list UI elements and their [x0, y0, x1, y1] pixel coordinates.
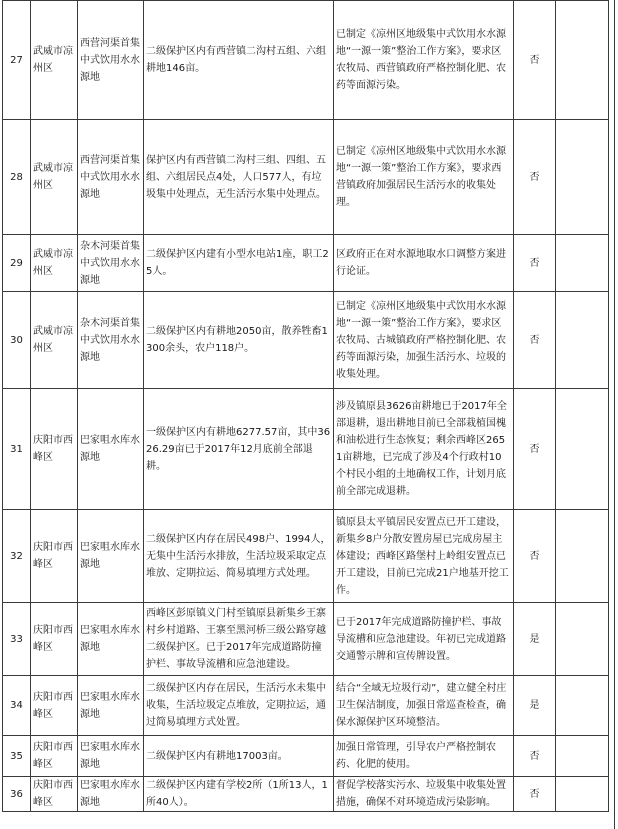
table-row [3, 235, 609, 292]
water-source-cell: 巴家咀水库水源地 [78, 676, 144, 736]
region-cell: 武威市凉州区 [31, 235, 78, 292]
row-number: 31 [3, 389, 31, 510]
row-number: 36 [3, 777, 31, 812]
remarks-cell [556, 235, 609, 292]
problem-cell: 二级保护区内建有小型水电站1座，职工25人。 [144, 235, 334, 292]
row-number: 32 [3, 510, 31, 603]
water-source-cell: 巴家咀水库水源地 [78, 736, 144, 777]
problem-cell: 一级保护区内有耕地6277.57亩，其中3626.29亩已于2017年12月底前全部退耕。 [144, 389, 334, 510]
region-cell: 武威市凉州区 [31, 1, 78, 120]
completed-cell: 否 [514, 777, 556, 812]
table-row [3, 389, 609, 510]
water-source-cell: 杂木河渠首集中式饮用水水源地 [78, 235, 144, 292]
table-row [3, 676, 609, 736]
problem-cell: 二级保护区内建有学校2所（1所13人，1所40人）。 [144, 777, 334, 812]
water-source-cell: 西营河渠首集中式饮用水水源地 [78, 120, 144, 235]
water-source-cell: 巴家咀水库水源地 [78, 603, 144, 676]
row-number: 29 [3, 235, 31, 292]
measure-cell: 镇原县太平镇居民安置点已开工建设，新集乡8户分散安置房屋已完成房屋主体建设；西峰区路堡村上岭组安置点已开工建设，目前已完成21户地基开挖工作。 [334, 510, 514, 603]
region-cell: 庆阳市西峰区 [31, 777, 78, 812]
completed-cell: 否 [514, 736, 556, 777]
water-source-cell: 巴家咀水库水源地 [78, 389, 144, 510]
water-source-cell: 巴家咀水库水源地 [78, 777, 144, 812]
table-row [3, 120, 609, 235]
measure-cell: 区政府正在对水源地取水口调整方案进行论证。 [334, 235, 514, 292]
region-cell: 庆阳市西峰区 [31, 603, 78, 676]
measure-cell: 结合“全域无垃圾行动”，建立健全村庄卫生保洁制度，加强日常巡查检查，确保水源保护区环境整洁。 [334, 676, 514, 736]
row-number: 35 [3, 736, 31, 777]
table-right-border [614, 0, 615, 829]
problem-cell: 二级保护区内有耕地17003亩。 [144, 736, 334, 777]
problem-cell: 西峰区彭原镇义门村至镇原县新集乡王寨村乡村道路、王寨至黑河桥三级公路穿越二级保护区。已于2017年完成道路防撞护栏、事故导流槽和应急池建设。 [144, 603, 334, 676]
remarks-cell [556, 676, 609, 736]
problem-cell: 二级保护区内存在居民，生活污水未集中收集，生活垃圾定点堆放，定期拉运，通过简易填埋方式处置。 [144, 676, 334, 736]
water-source-cell: 西营河渠首集中式饮用水水源地 [78, 1, 144, 120]
remarks-cell [556, 736, 609, 777]
region-cell: 武威市凉州区 [31, 120, 78, 235]
measure-cell: 加强日常管理，引导农户严格控制农药、化肥的使用。 [334, 736, 514, 777]
completed-cell: 否 [514, 292, 556, 389]
remarks-cell [556, 510, 609, 603]
table-row [3, 292, 609, 389]
completed-cell: 是 [514, 676, 556, 736]
remarks-cell [556, 120, 609, 235]
table-row [3, 510, 609, 603]
remarks-cell [556, 1, 609, 120]
completed-cell: 否 [514, 235, 556, 292]
table-row [3, 736, 609, 777]
problem-cell: 二级保护区内有耕地2050亩，散养牲畜1300余头，农户118户。 [144, 292, 334, 389]
remarks-cell [556, 603, 609, 676]
measure-cell: 督促学校落实污水、垃圾集中收集处置措施，确保不对环境造成污染影响。 [334, 777, 514, 812]
completed-cell: 否 [514, 120, 556, 235]
completed-cell: 否 [514, 510, 556, 603]
measure-cell: 已制定《凉州区地级集中式饮用水水源地“一源一策”整治工作方案》，要求区农牧局、西营镇政府严格控制化肥、农药等面源污染。 [334, 1, 514, 120]
row-number: 27 [3, 1, 31, 120]
completed-cell: 是 [514, 603, 556, 676]
measure-cell: 已制定《凉州区地级集中式饮用水水源地“一源一策”整治工作方案》，要求西营镇政府加强居民生活污水的收集处理。 [334, 120, 514, 235]
row-number: 30 [3, 292, 31, 389]
region-cell: 庆阳市西峰区 [31, 736, 78, 777]
row-number: 34 [3, 676, 31, 736]
row-number: 28 [3, 120, 31, 235]
remarks-cell [556, 389, 609, 510]
region-cell: 武威市凉州区 [31, 292, 78, 389]
region-cell: 庆阳市西峰区 [31, 510, 78, 603]
water-source-cell: 杂木河渠首集中式饮用水水源地 [78, 292, 144, 389]
completed-cell: 否 [514, 1, 556, 120]
table-row [3, 777, 609, 812]
problem-cell: 二级保护区内有西营镇二沟村五组、六组耕地146亩。 [144, 1, 334, 120]
completed-cell: 否 [514, 389, 556, 510]
problem-cell: 二级保护区内存在居民498户、1994人，无集中生活污水排放，生活垃圾采取定点堆放、定期拉运、简易填埋方式处理。 [144, 510, 334, 603]
water-source-cell: 巴家咀水库水源地 [78, 510, 144, 603]
remarks-cell [556, 292, 609, 389]
region-cell: 庆阳市西峰区 [31, 389, 78, 510]
region-cell: 庆阳市西峰区 [31, 676, 78, 736]
row-number: 33 [3, 603, 31, 676]
remarks-cell [556, 777, 609, 812]
measure-cell: 已制定《凉州区地级集中式饮用水水源地“一源一策”整治工作方案》，要求区农牧局、古城镇政府严格控制化肥、农药等面源污染，加强生活污水、垃圾的收集处理。 [334, 292, 514, 389]
table-row [3, 603, 609, 676]
table-row [3, 1, 609, 120]
measure-cell: 已于2017年完成道路防撞护栏、事故导流槽和应急池建设。年初已完成道路交通警示牌和宣传牌设置。 [334, 603, 514, 676]
measure-cell: 涉及镇原县3626亩耕地已于2017年全部退耕，退出耕地目前已全部栽植国槐和油松进行生态恢复；剩余西峰区2651亩耕地，已完成了涉及4个行政村10个村民小组的土地确权工作，计划月底前全部完成退耕。 [334, 389, 514, 510]
rectification-table [2, 0, 609, 812]
problem-cell: 保护区内有西营镇二沟村三组、四组、五组、六组居民点4处，人口577人，有垃圾集中处理点，无生活污水集中处理点。 [144, 120, 334, 235]
